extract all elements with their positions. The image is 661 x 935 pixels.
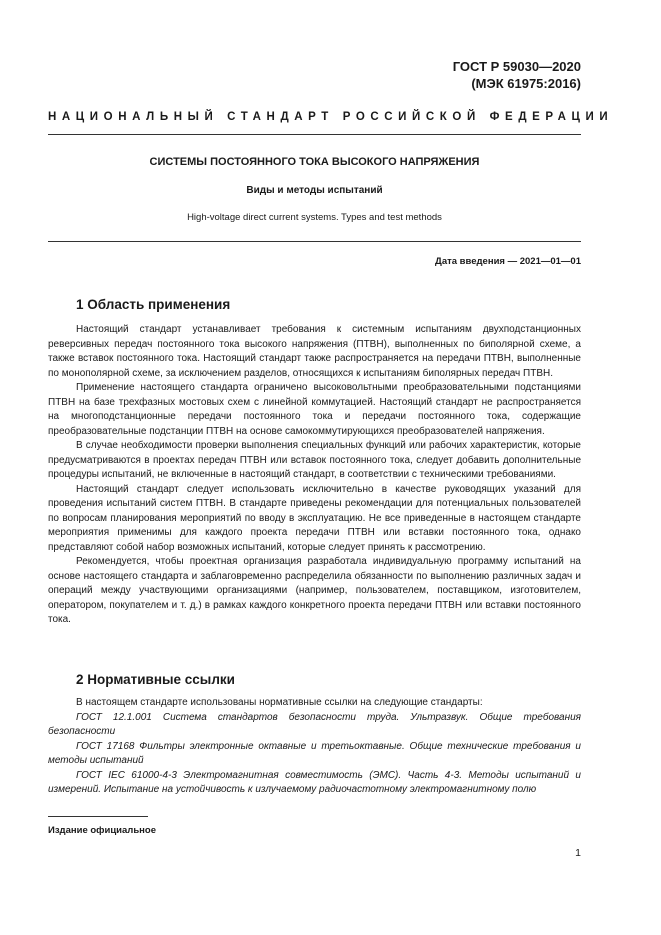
iec-number: (МЭК 61975:2016) [471,76,581,91]
header-divider [48,134,581,135]
official-edition-label: Издание официальное [48,825,156,836]
footer-divider [48,816,148,817]
document-title: СИСТЕМЫ ПОСТОЯННОГО ТОКА ВЫСОКОГО НАПРЯЖЕНИЯ [149,156,480,168]
section-2-lead: В настоящем стандарте использованы нормативные ссылки на следующие стандарты: [76,697,483,708]
title-divider [48,241,581,242]
section-1-paragraph: Настоящий стандарт следует использовать исключительно в качестве руководящих указаний для проведения испытаний систем ПТВН. В стандарте приведены рекомендации для потенциальных пользователей по вопросам планирования мероприятий по вводу в эксплуатацию. Не все приведенные в настоящем стандарте мероприятия применимы для каждого проекта передачи ПТВН или вставки постоянного тока, однако представляют собой набор возможных испытаний, которые следует принять к рассмотрению. [48,483,581,553]
page-number: 1 [575,847,581,859]
normative-reference: ГОСТ IEC 61000-4-3 Электромагнитная совместимость (ЭМС). Часть 4-3. Методы испытаний и измерений. Испытание на устойчивость к излучаемому радиочастотному электромагнитному полю [48,769,581,795]
section-1-paragraph: Применение настоящего стандарта ограничено высоковольтными преобразовательными подстанциями ПТВН на базе трехфазных мостовых схем с линейной коммутацией. Настоящий стандарт не распространяется на многоподстанционные передачи постоянного тока и передачи постоянного тока, содержащие преобразовательные подстанции ПТВН на основе самокоммутирующихся преобразователей напряжения. [48,382,581,437]
section-1-body [48,323,581,628]
document-number [453,58,581,92]
section-1-paragraph: Настоящий стандарт устанавливает требования к системным испытаниям двухподстанционных реверсивных передач постоянного тока высокого напряжения (ПТВН), выполненных по биполярной схеме, а также вставок постоянного тока. Настоящий стандарт также распространяется на передачи ПТВН, выполненные по монополярной схеме, за исключением разделов, относящихся к испытаниям биполярных передач ПТВН. [48,324,581,379]
normative-reference: ГОСТ 17168 Фильтры электронные октавные и третьоктавные. Общие технические требования и методы испытаний [48,740,581,766]
document-subtitle: Виды и методы испытаний [246,185,383,196]
section-1-paragraph: В случае необходимости проверки выполнения специальных функций или рабочих характеристик, которые предусматриваются в проектах передач ПТВН или вставок постоянного тока, следует добавить дополнительные процедуры испытаний, не включенные в настоящий стандарт, в соответствии с техническими требованиями. [48,440,581,480]
section-2-body [48,696,581,798]
national-standard-banner: НАЦИОНАЛЬНЫЙ СТАНДАРТ РОССИЙСКОЙ ФЕДЕРАЦИИ [48,111,614,123]
introduction-date: Дата введения — 2021—01—01 [435,256,581,267]
section-2-heading: 2 Нормативные ссылки [76,672,235,687]
section-1-heading: 1 Область применения [76,297,231,312]
english-title: High-voltage direct current systems. Types and test methods [187,212,442,223]
normative-reference: ГОСТ 12.1.001 Система стандартов безопасности труда. Ультразвук. Общие требования безопасности [48,711,581,737]
section-1-paragraph: Рекомендуется, чтобы проектная организация разработала индивидуальную программу испытаний на основе настоящего стандарта и заблаговременно распределила обязанности по выполнению различных задач и операций между участвующими организациями (например, пользователем, поставщиком, изготовителем, оператором, покупателем и т. д.) в рамках каждого конкретного проекта передачи ПТВН или вставки постоянного тока. [48,556,581,625]
gost-number: ГОСТ Р 59030—2020 [452,59,581,74]
